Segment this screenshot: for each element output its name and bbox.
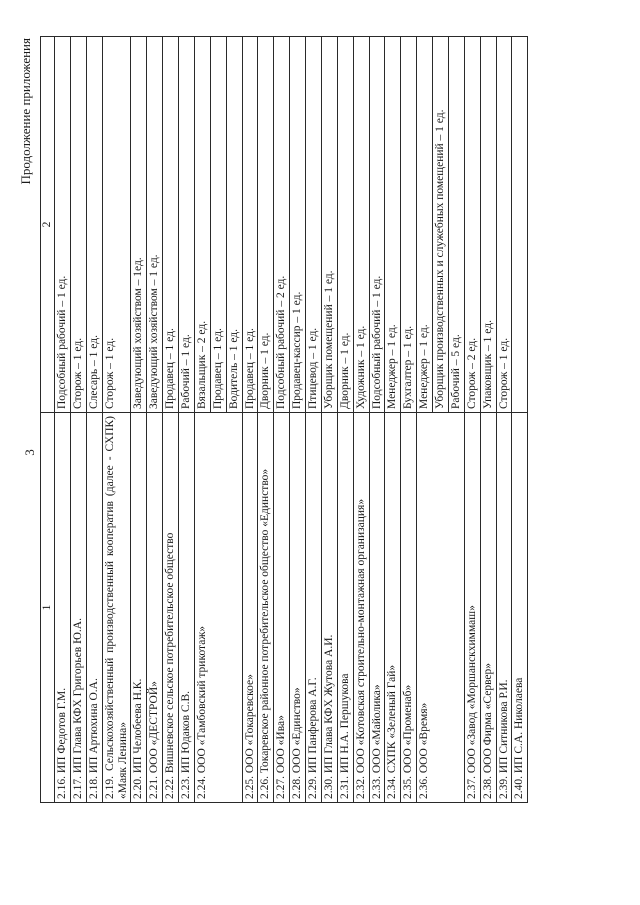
- organization-cell: 2.25. ООО «Токаревское»: [242, 413, 258, 803]
- position-cell: Птицевод – 1 ед.: [306, 37, 322, 413]
- table-row: [417, 37, 433, 803]
- table-row: [55, 37, 71, 803]
- organization-cell: 2.22. Вишневское сельское потребительское общество: [163, 413, 179, 803]
- column-header-2: 2: [41, 37, 55, 413]
- position-cell: Продавец – 1 ед.: [163, 37, 179, 413]
- organization-cell: 2.17. ИП Глава КФХ Григорьев Ю.А.: [70, 413, 86, 803]
- organization-cell: 2.35. ООО «Променаб»: [401, 413, 417, 803]
- table-row: [163, 37, 179, 803]
- table-row: [385, 37, 401, 803]
- organization-cell: 2.33. ООО «Майолика»: [369, 413, 385, 803]
- table-row: [131, 37, 147, 803]
- organization-cell: 2.19. Сельскохозяйственный производственный кооператив (далее - СХПК) «Маяк Ленина»: [102, 413, 131, 803]
- page-number: 3: [22, 449, 37, 456]
- position-cell: Художник – 1 ед.: [353, 37, 369, 413]
- position-cell: Подсобный рабочий – 1 ед.: [55, 37, 71, 413]
- table-row: [179, 37, 195, 803]
- table-row: [102, 37, 131, 803]
- position-cell: Упаковщик – 1 ед.: [480, 37, 496, 413]
- table-header-row: [41, 37, 55, 803]
- table-row: [70, 37, 86, 803]
- table-row: [258, 37, 274, 803]
- organization-cell: 2.32. ООО «Котовская строительно-монтажная организация»: [353, 413, 369, 803]
- position-cell: Уборщик помещений – 1 ед.: [321, 37, 337, 413]
- position-cell: Продавец – 1 ед.: [210, 37, 226, 413]
- position-cell: Продавец – 1 ед.: [242, 37, 258, 413]
- position-cell: Менеджер – 1 ед.: [417, 37, 433, 413]
- position-cell: Заведующий хозяйством – 1ед.: [131, 37, 147, 413]
- position-cell: Сторож – 2 ед.: [464, 37, 480, 413]
- table-row: [353, 37, 369, 803]
- organization-cell: 2.18. ИП Артюхина О.А.: [86, 413, 102, 803]
- position-cell: Подсобный рабочий – 1 ед.: [369, 37, 385, 413]
- table-row: [290, 37, 306, 803]
- organization-cell: 2.21. ООО «ДЕСТРОЙ»: [147, 413, 163, 803]
- table-row: [147, 37, 163, 803]
- table-row: [480, 37, 496, 803]
- position-cell: Заведующий хозяйством – 1 ед.: [147, 37, 163, 413]
- organization-cell: 2.34. СХПК «Зеленый Гай»: [385, 413, 401, 803]
- position-cell: Уборщик производственных и служебных помещений – 1 ед.: [433, 37, 449, 413]
- organization-cell: 2.20. ИП Челобеева Н.К.: [131, 413, 147, 803]
- table-row: [496, 37, 512, 803]
- position-cell: Дворник – 1 ед.: [337, 37, 353, 413]
- column-header-1: 1: [41, 413, 55, 803]
- table-row: [512, 37, 528, 803]
- organization-cell: 2.37. ООО «Завод «Моршанскхиммаш»: [464, 413, 480, 803]
- table-row: [337, 37, 353, 803]
- position-cell: Вязальщик – 2 ед.: [194, 37, 210, 413]
- organization-cell: 2.26. Токаревское районное потребительское общество «Единство»: [258, 413, 274, 803]
- position-cell: Сторож – 1 ед.: [496, 37, 512, 413]
- organization-cell: 2.38. ООО Фирма «Сервер»: [480, 413, 496, 803]
- table-row: [401, 37, 417, 803]
- position-cell: Сторож – 1 ед.: [70, 37, 86, 413]
- table-row: [369, 37, 385, 803]
- organization-cell: 2.23. ИП Юдаков С.В.: [179, 413, 195, 803]
- organization-cell: 2.27. ООО «Ива»: [274, 413, 290, 803]
- position-cell: Водитель – 1 ед.: [226, 37, 242, 413]
- staffing-table: [40, 36, 528, 803]
- organization-cell: 2.31. ИП Н.А. Першукова: [337, 413, 353, 803]
- position-cell: Рабочий – 5 ед.: [448, 37, 464, 413]
- table-row: [274, 37, 290, 803]
- organization-cell: 2.29. ИП Панферова А.Г.: [306, 413, 322, 803]
- position-cell: [512, 37, 528, 413]
- organization-cell: 2.36. ООО «Время»: [417, 413, 465, 803]
- position-cell: Дворник – 1 ед.: [258, 37, 274, 413]
- continuation-header: Продолжение приложения: [18, 38, 33, 185]
- organization-cell: 2.39. ИП Ситникова Р.И.: [496, 413, 512, 803]
- position-cell: Продавец-кассир – 1 ед.: [290, 37, 306, 413]
- position-cell: Бухгалтер – 1 ед.: [401, 37, 417, 413]
- table-body: [55, 37, 528, 803]
- organization-cell: 2.28. ООО «Единство»: [290, 413, 306, 803]
- table-row: [86, 37, 102, 803]
- table-row: [194, 37, 210, 803]
- position-cell: Менеджер – 1 ед.: [385, 37, 401, 413]
- table-row: [321, 37, 337, 803]
- table-row: [306, 37, 322, 803]
- organization-cell: 2.40. ИП С.А. Николаева: [512, 413, 528, 803]
- position-cell: Сторож – 1 ед.: [102, 37, 131, 413]
- table-row: [242, 37, 258, 803]
- position-cell: Подсобный рабочий – 2 ед.: [274, 37, 290, 413]
- table-row: [464, 37, 480, 803]
- organization-cell: 2.16. ИП Федотов Г.М.: [55, 413, 71, 803]
- organization-cell: 2.30. ИП Глава КФХ Жутова А.И.: [321, 413, 337, 803]
- organization-cell: 2.24. ООО «Тамбовский трикотаж»: [194, 413, 242, 803]
- position-cell: Слесарь – 1 ед.: [86, 37, 102, 413]
- position-cell: Рабочий – 1 ед.: [179, 37, 195, 413]
